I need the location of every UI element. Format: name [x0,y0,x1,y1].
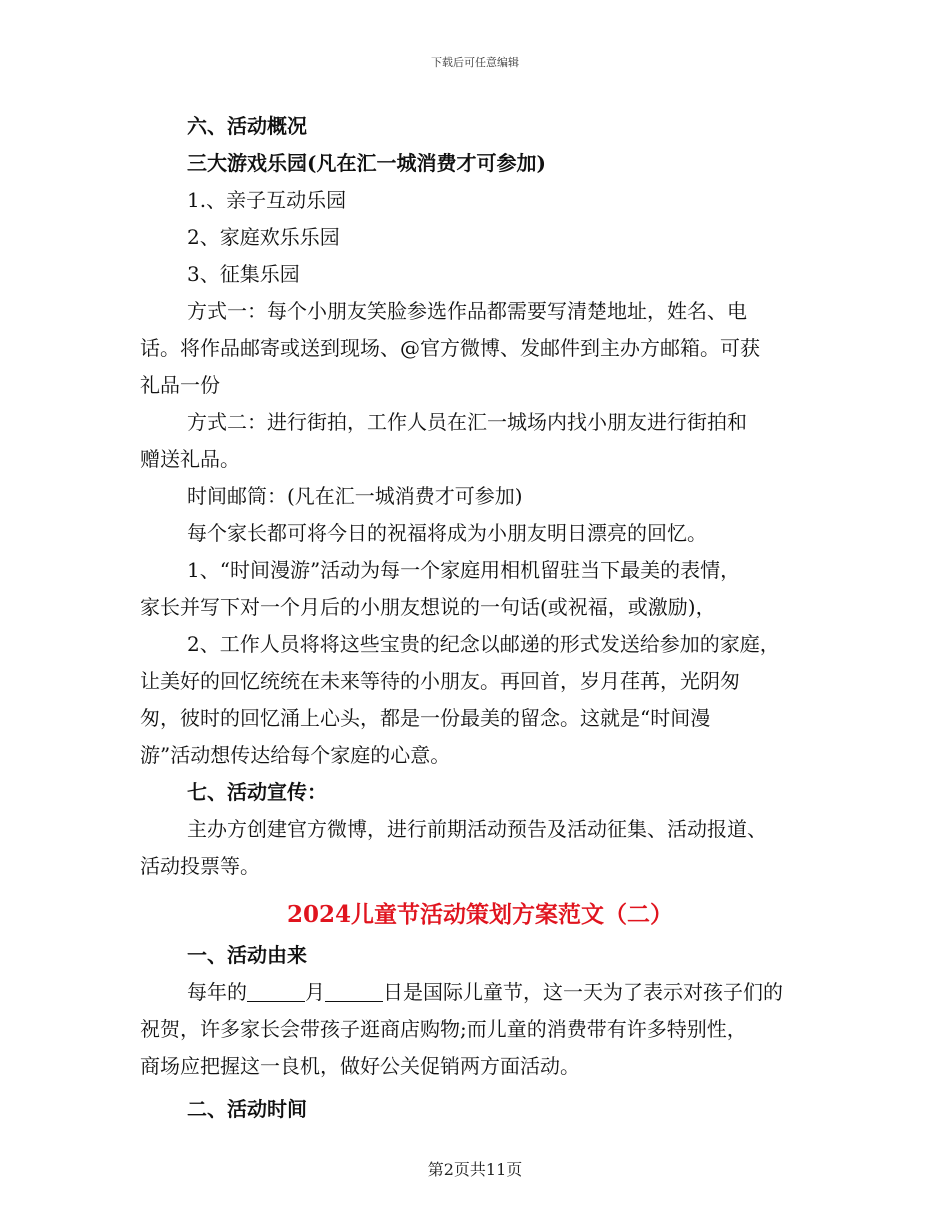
paragraph-line: 赠送礼品。 [140,447,240,471]
document-body [140,108,820,1128]
paragraph-line: 家长并写下对一个月后的小朋友想说的一句话(或祝福，或激励)， [140,595,716,619]
section-heading: 七、活动宣传： [187,780,327,804]
list-item: 3、征集乐园 [187,262,300,286]
paragraph-line: 礼品一份 [140,373,220,397]
paragraph-line: 话。将作品邮寄或送到现场、@官方微博、发邮件到主办方邮箱。可获 [140,336,760,360]
paragraph-line: 2、工作人员将将这些宝贵的纪念以邮递的形式发送给参加的家庭， [187,632,780,656]
paragraph-line: 方式二：进行街拍，工作人员在汇一城场内找小朋友进行街拍和 [187,410,747,434]
paragraph-line: 方式一：每个小朋友笑脸参选作品都需要写清楚地址，姓名、电 [187,299,747,323]
paragraph-line: 时间邮筒：(凡在汇一城消费才可参加) [187,484,523,508]
paragraph-line: 祝贺，许多家长会带孩子逛商店购物;而儿童的消费带有许多特别性， [140,1017,747,1041]
section-heading: 六、活动概况 [187,114,307,138]
paragraph-line: 每个家长都可将今日的祝福将成为小朋友明日漂亮的回忆。 [187,521,707,545]
paragraph-line [140,974,820,1011]
list-item: 2、家庭欢乐乐园 [187,225,340,249]
paragraph-line: 1、“时间漫游”活动为每一个家庭用相机留驻当下最美的表情， [187,558,741,582]
paragraph-line: 商场应把握这一良机，做好公关促销两方面活动。 [140,1054,580,1078]
section-heading: 一、活动由来 [187,943,307,967]
paragraph-line: 游”活动想传达给每个家庭的心意。 [140,743,451,767]
page-number: 第2页共11页 [427,1160,523,1179]
paragraph-line: 匆，彼时的回忆涌上心头，都是一份最美的留念。这就是“时间漫 [140,706,711,730]
paragraph-line: 活动投票等。 [140,854,260,878]
fill-blank [247,981,305,1002]
text-run: 日是国际儿童节，这一天为了表示对孩子们的 [383,980,783,1004]
fill-blank [325,981,383,1002]
section-subheading: 三大游戏乐园(凡在汇一城消费才可参加) [187,151,546,175]
document-title: 2024儿童节活动策划方案范文（二） [286,901,673,928]
paragraph-line: 让美好的回忆统统在未来等待的小朋友。再回首，岁月荏苒，光阴匆 [140,669,740,693]
list-item: 1.、亲子互动乐园 [187,188,347,212]
paragraph-line: 主办方创建官方微博，进行前期活动预告及活动征集、活动报道、 [187,817,767,841]
section-heading: 二、活动时间 [187,1097,307,1121]
text-run: 每年的 [187,980,247,1004]
text-run: 月 [305,980,325,1004]
header-note: 下载后可任意编辑 [431,56,519,69]
